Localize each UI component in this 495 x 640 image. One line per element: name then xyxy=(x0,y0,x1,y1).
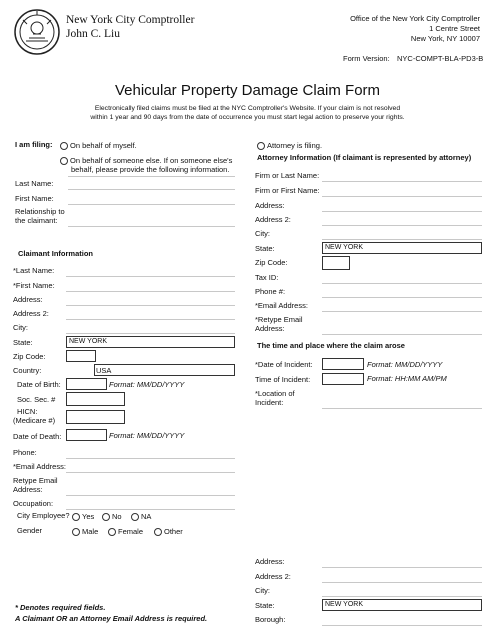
attorney-email-field[interactable] xyxy=(322,311,482,312)
brand-line-1: New York City Comptroller xyxy=(66,14,195,26)
city-employee-yes[interactable] xyxy=(72,512,94,521)
attorney-email-label: *Email Address: xyxy=(255,301,308,310)
radio-self[interactable] xyxy=(60,142,68,150)
radio-attorney[interactable] xyxy=(257,142,265,150)
filer-last-name-field[interactable] xyxy=(68,189,235,190)
incident-time-input[interactable] xyxy=(322,373,364,385)
office-line-2: 1 Centre Street xyxy=(429,24,480,33)
claimant-city-field[interactable] xyxy=(66,333,235,334)
claimant-zip-input[interactable] xyxy=(66,350,96,362)
claimant-retype-field[interactable] xyxy=(66,495,235,496)
incident-address2-field[interactable] xyxy=(322,582,482,583)
gender-female[interactable] xyxy=(108,527,143,536)
attorney-phone-field[interactable] xyxy=(322,297,482,298)
claimant-email-field[interactable] xyxy=(66,472,235,473)
relationship-label-1: Relationship to xyxy=(15,207,65,216)
attorney-firm-last-label: Firm or Last Name: xyxy=(255,171,320,180)
claimant-occupation-label: Occupation: xyxy=(13,499,54,508)
attorney-address-field[interactable] xyxy=(322,211,482,212)
attorney-state-label: State: xyxy=(255,244,275,253)
attorney-firm-first-field[interactable] xyxy=(322,196,482,197)
attorney-zip-label: Zip Code: xyxy=(255,258,288,267)
claimant-last-name-field[interactable] xyxy=(66,276,235,277)
claimant-zip-label: Zip Code: xyxy=(13,352,46,361)
filing-label: I am filing: xyxy=(15,140,53,149)
option-someone-else[interactable] xyxy=(60,156,232,165)
attorney-retype-label-1: *Retype Email xyxy=(255,315,303,324)
nyc-seal-logo xyxy=(13,8,61,56)
gender-female-label: Female xyxy=(118,527,144,536)
radio-other[interactable] xyxy=(154,528,162,536)
incident-location-label-2: Incident: xyxy=(255,398,284,407)
attorney-address-label: Address: xyxy=(255,201,285,210)
attorney-phone-label: Phone #: xyxy=(255,287,286,296)
claimant-heading: Claimant Information xyxy=(18,249,94,258)
option-someone-else-label: On behalf of someone else. If on someone else's xyxy=(70,156,233,165)
claimant-retype-label-1: Retype Email xyxy=(13,476,58,485)
ce-na-label: NA xyxy=(141,512,152,521)
city-employee-na[interactable] xyxy=(131,512,151,521)
claimant-dod-input[interactable] xyxy=(66,429,107,441)
option-someone-else-label-2: behalf, please provide the following information. xyxy=(71,165,230,174)
incident-address-field[interactable] xyxy=(322,567,482,568)
attorney-retype-field[interactable] xyxy=(322,334,482,335)
office-line-3: New York, NY 10007 xyxy=(410,34,480,43)
claimant-city-label: City: xyxy=(13,323,28,332)
claimant-address2-field[interactable] xyxy=(66,319,235,320)
attorney-retype-label-2: Address: xyxy=(255,324,285,333)
gender-other-label: Other xyxy=(164,527,183,536)
incident-state-select[interactable] xyxy=(322,599,482,611)
claimant-email-label: *Email Address: xyxy=(13,462,66,471)
attorney-tax-label: Tax ID: xyxy=(255,273,279,282)
claimant-dob-label: Date of Birth: xyxy=(17,380,61,389)
email-required-note: A Claimant OR an Attorney Email Address is required. xyxy=(15,614,208,623)
gender-male[interactable] xyxy=(72,527,98,536)
intro-line-1: Electronically filed claims must be filed at the NYC Comptroller's Website. If your claim is not resolved xyxy=(94,105,401,112)
radio-ce-na[interactable] xyxy=(131,513,139,521)
incident-date-input[interactable] xyxy=(322,358,364,370)
claimant-country-label: Country: xyxy=(13,366,42,375)
attorney-state-value: NEW YORK xyxy=(325,244,363,251)
claimant-first-name-label: *First Name: xyxy=(13,281,55,290)
attorney-address2-label: Address 2: xyxy=(255,215,291,224)
claimant-state-value: NEW YORK xyxy=(69,338,107,345)
claimant-address-label: Address: xyxy=(13,295,43,304)
incident-location-field[interactable] xyxy=(322,408,482,409)
claimant-ssn-input[interactable] xyxy=(66,392,125,406)
claimant-dod-format: Format: MM/DD/YYYY xyxy=(109,431,185,440)
divider xyxy=(68,176,235,177)
radio-someone-else[interactable] xyxy=(60,157,68,165)
attorney-address2-field[interactable] xyxy=(322,225,482,226)
ce-yes-label: Yes xyxy=(82,512,95,521)
claimant-address-field[interactable] xyxy=(66,305,235,306)
incident-date-label: *Date of Incident: xyxy=(255,360,313,369)
incident-location-label-1: *Location of xyxy=(255,389,295,398)
incident-date-format: Format: MM/DD/YYYY xyxy=(367,360,443,369)
claimant-state-select[interactable] xyxy=(66,336,235,348)
incident-address2-label: Address 2: xyxy=(255,572,291,581)
claimant-country-value: USA xyxy=(96,366,112,375)
incident-borough-label: Borough: xyxy=(255,615,286,624)
attorney-city-field[interactable] xyxy=(322,239,482,240)
claimant-phone-label: Phone: xyxy=(13,448,37,457)
gender-label: Gender xyxy=(17,526,43,535)
claimant-hicn-label-2: (Medicare #) xyxy=(13,416,56,425)
gender-other[interactable] xyxy=(154,527,183,536)
claimant-dob-format: Format: MM/DD/YYYY xyxy=(109,380,185,389)
option-attorney-label: Attorney is filing. xyxy=(267,141,323,150)
office-line-1: Office of the New York City Comptroller xyxy=(350,14,480,23)
claimant-hicn-input[interactable] xyxy=(66,410,125,424)
brand-line-2: John C. Liu xyxy=(66,28,120,40)
claimant-ssn-label: Soc. Sec. # xyxy=(17,395,56,404)
option-self-label: On behalf of myself. xyxy=(70,141,137,150)
filer-last-name-label: Last Name: xyxy=(15,179,54,188)
page-title: Vehicular Property Damage Claim Form xyxy=(114,82,381,99)
incident-time-label: Time of Incident: xyxy=(255,375,311,384)
required-note: * Denotes required fields. xyxy=(15,603,106,612)
relationship-field[interactable] xyxy=(68,226,235,227)
claimant-dob-input[interactable] xyxy=(66,378,107,390)
claimant-occupation-field[interactable] xyxy=(66,509,235,510)
incident-state-value: NEW YORK xyxy=(325,601,363,608)
attorney-heading: Attorney Information (If claimant is represented by attorney) xyxy=(257,153,472,162)
ce-no-label: No xyxy=(112,512,122,521)
claimant-state-label: State: xyxy=(13,338,33,347)
incident-city-label: City: xyxy=(255,586,270,595)
option-attorney[interactable] xyxy=(257,141,322,150)
gender-male-label: Male xyxy=(82,527,99,536)
attorney-tax-field[interactable] xyxy=(322,283,482,284)
radio-female[interactable] xyxy=(108,528,116,536)
claimant-country-select[interactable] xyxy=(94,364,235,376)
form-version-value: NYC-COMPT-BLA-PD3-B xyxy=(397,54,484,63)
claimant-retype-label-2: Address: xyxy=(13,485,43,494)
claimant-address2-label: Address 2: xyxy=(13,309,49,318)
attorney-city-label: City: xyxy=(255,229,270,238)
radio-ce-yes[interactable] xyxy=(72,513,80,521)
claimant-dod-label: Date of Death: xyxy=(13,432,62,441)
city-employee-no[interactable] xyxy=(102,512,122,521)
radio-ce-no[interactable] xyxy=(102,513,110,521)
intro-line-2: within 1 year and 90 days from the date of occurrence you must start legal action to preserve your rights. xyxy=(90,114,405,121)
attorney-firm-first-label: Firm or First Name: xyxy=(255,186,320,195)
attorney-firm-last-field[interactable] xyxy=(322,181,482,182)
radio-male[interactable] xyxy=(72,528,80,536)
incident-state-label: State: xyxy=(255,601,275,610)
filer-first-name-label: First Name: xyxy=(15,194,54,203)
claimant-last-name-label: *Last Name: xyxy=(13,266,55,275)
claimant-phone-field[interactable] xyxy=(66,458,235,459)
form-version-label: Form Version: xyxy=(343,54,390,63)
option-self[interactable] xyxy=(60,141,137,150)
incident-heading: The time and place where the claim arose xyxy=(257,341,405,350)
filer-first-name-field[interactable] xyxy=(68,204,235,205)
incident-borough-field[interactable] xyxy=(322,625,482,626)
relationship-label-2: the claimant: xyxy=(15,216,58,225)
incident-address-label: Address: xyxy=(255,557,285,566)
incident-city-field[interactable] xyxy=(322,596,482,597)
claimant-hicn-label-1: HICN: xyxy=(17,407,38,416)
incident-time-format: Format: HH:MM AM/PM xyxy=(367,374,447,383)
city-employee-label: City Employee? xyxy=(17,511,70,520)
attorney-state-select[interactable] xyxy=(322,242,482,254)
attorney-zip-input[interactable] xyxy=(322,256,350,270)
claimant-first-name-field[interactable] xyxy=(66,291,235,292)
